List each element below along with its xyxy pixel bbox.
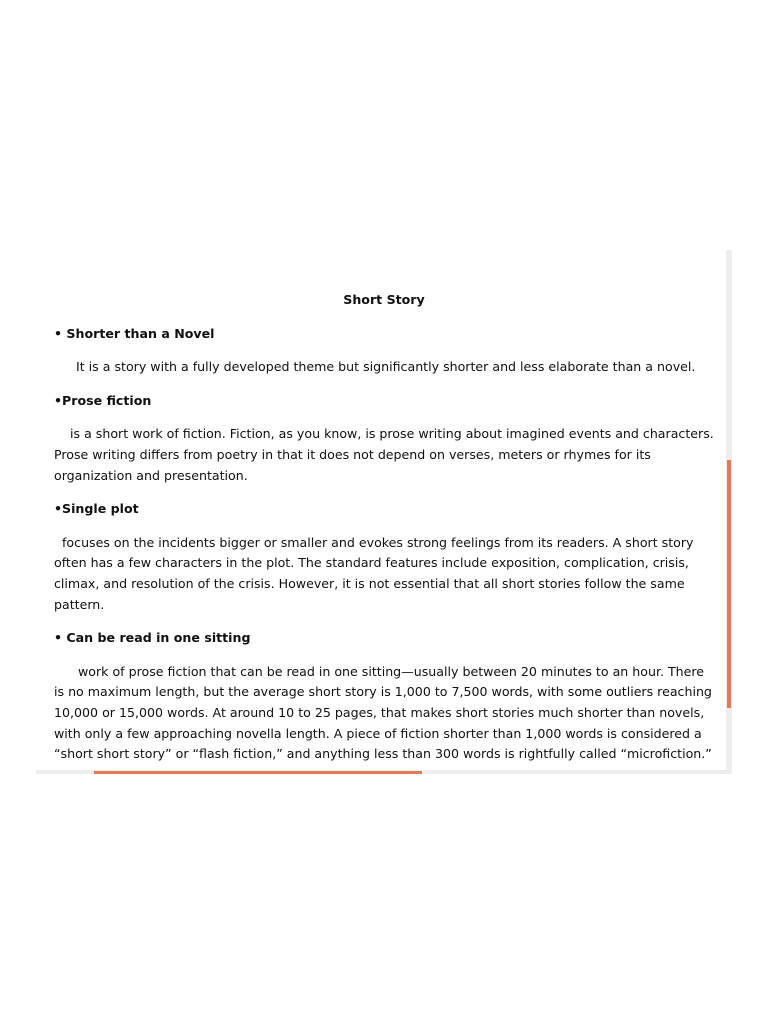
document-content — [54, 290, 714, 778]
section-body-one-sitting: work of prose fiction that can be read in one sitting—usually between 20 minutes to an hour. There is no maximum length, but the average short story is 1,000 to 7,500 words, with some outliers reaching 10,000 or 15,000 words. At around 10 to 25 pages, that makes short stories much shorter than novels, with only a few approaching novella length. A piece of fiction shorter than 1,000 words is considered a “short short story” or “flash fiction,” and anything less than 300 words is rightfully called “microfiction.” — [54, 663, 712, 762]
section-heading-prose-fiction: •Prose fiction — [54, 392, 152, 408]
document-title: Short Story — [343, 292, 425, 307]
section-heading-single-plot: •Single plot — [54, 501, 139, 517]
section-body-single-plot: focuses on the incidents bigger or smaller and evokes strong feelings from its readers. A short story often has a few characters in the plot. The standard features include exposition, complication, crisis, climax, and resolution of the crisis. However, it is not essential that all short stories follow the same pattern. — [54, 534, 694, 612]
section-heading-one-sitting: • Can be read in one sitting — [54, 630, 251, 646]
section-heading-shorter-than-novel: • Shorter than a Novel — [54, 325, 215, 341]
section-body-shorter-than-novel: It is a story with a fully developed theme but significantly shorter and less elaborate than a novel. — [76, 359, 696, 375]
accent-bar-right — [727, 460, 731, 708]
section-body-prose-fiction: is a short work of fiction. Fiction, as you know, is prose writing about imagined events and characters. Prose writing differs from poetry in that it does not depend on verses, meters or rhymes for its organization and presentation. — [54, 426, 714, 483]
